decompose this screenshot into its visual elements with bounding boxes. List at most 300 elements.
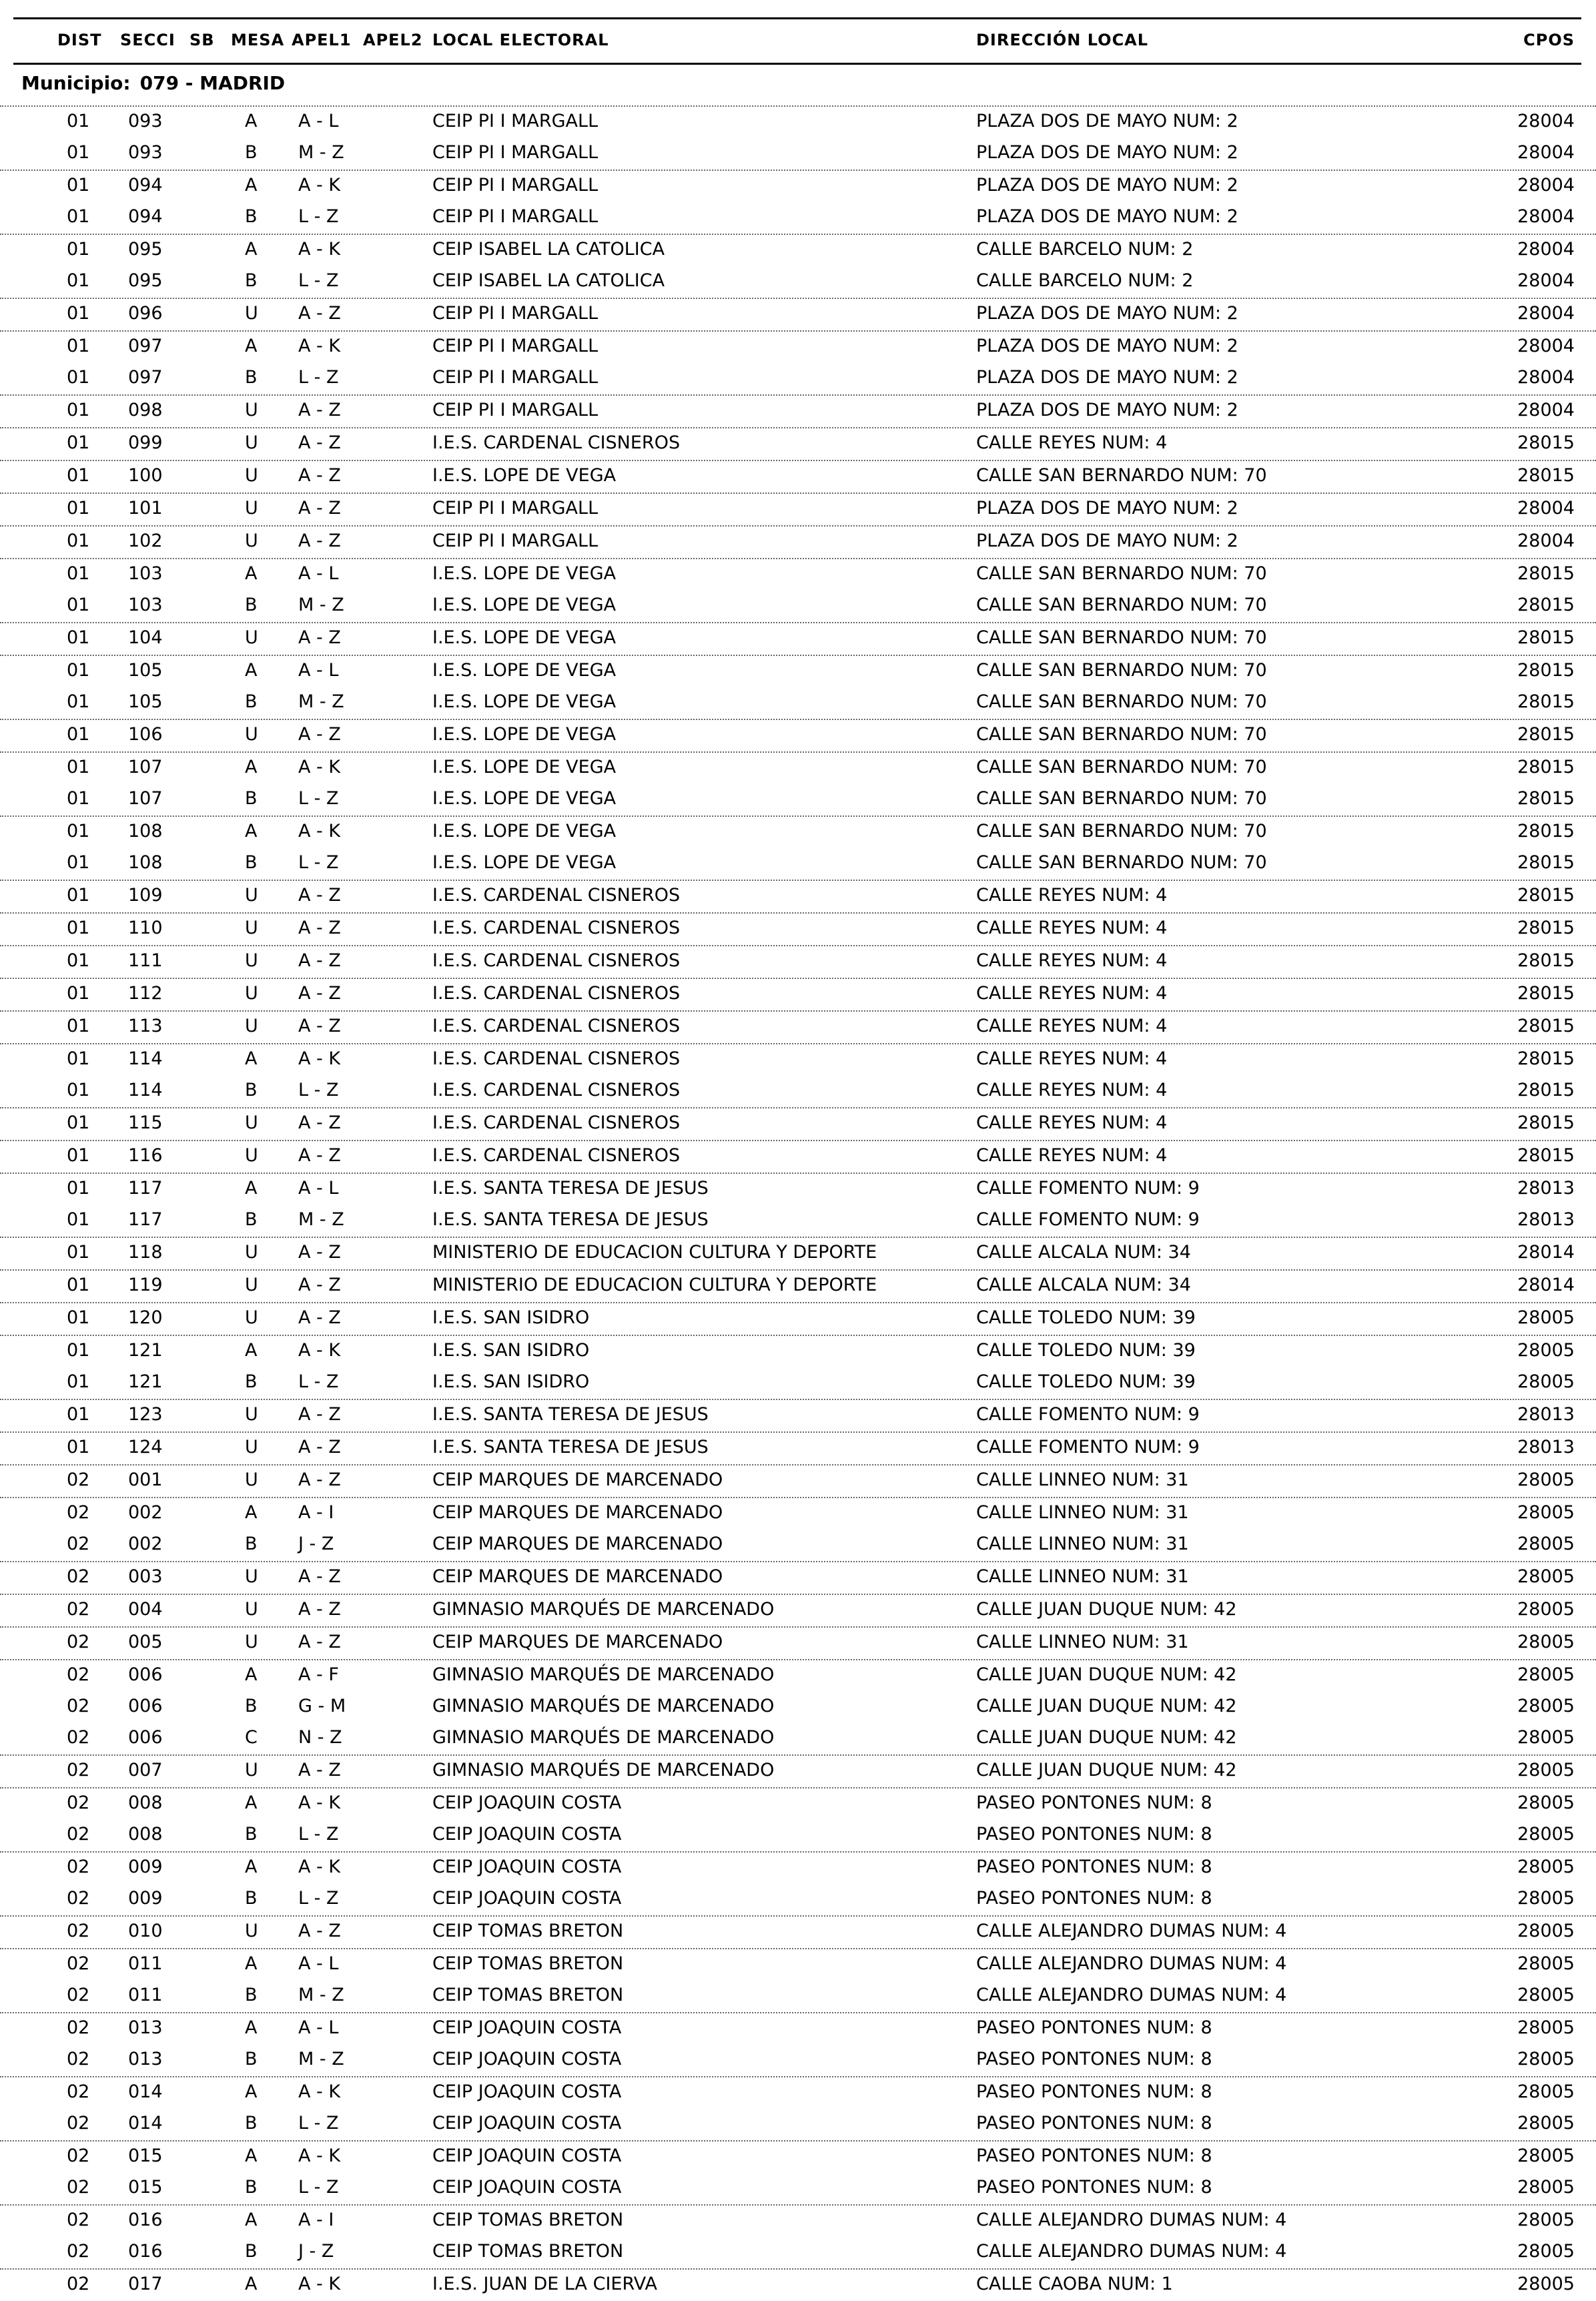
cell-dist: 02 (67, 1857, 90, 1877)
cell-direccion-local: PLAZA DOS DE MAYO NUM: 2 (976, 206, 1238, 227)
table-row (0, 1659, 1596, 1692)
table-row (0, 1205, 1596, 1237)
cell-local-electoral: I.E.S. SAN ISIDRO (432, 1307, 590, 1328)
cell-direccion-local: CALLE REYES NUM: 4 (976, 983, 1168, 1004)
cell-direccion-local: PASEO PONTONES NUM: 8 (976, 1888, 1212, 1909)
cell-dist: 02 (67, 1566, 90, 1587)
cell-apel1: A - Z (298, 1145, 341, 1166)
cell-local-electoral: I.E.S. SANTA TERESA DE JESUS (432, 1178, 709, 1199)
table-row (0, 1335, 1596, 1367)
cell-secci: 009 (128, 1888, 163, 1909)
cell-dist: 01 (67, 303, 90, 324)
cell-mesa: A (245, 2210, 258, 2230)
cell-apel1: A - Z (298, 1469, 341, 1490)
cell-cpos: 28015 (1517, 627, 1575, 648)
cell-mesa: U (245, 1632, 258, 1652)
cell-direccion-local: CALLE SAN BERNARDO NUM: 70 (976, 465, 1267, 486)
cell-mesa: U (245, 1275, 258, 1295)
cell-apel1: A - K (298, 2146, 341, 2166)
cell-local-electoral: GIMNASIO MARQUÉS DE MARCENADO (432, 1696, 775, 1716)
cell-apel1: A - Z (298, 432, 341, 453)
table-row (0, 234, 1596, 266)
cell-dist: 01 (67, 821, 90, 842)
cell-secci: 006 (128, 1664, 163, 1685)
table-row (0, 1269, 1596, 1302)
cell-mesa: A (245, 2017, 258, 2038)
table-row (0, 1787, 1596, 1820)
cell-mesa: A (245, 757, 258, 777)
cell-cpos: 28005 (1517, 1888, 1575, 1909)
cell-mesa: A (245, 563, 258, 584)
table-row (0, 2045, 1596, 2076)
cell-mesa: A (245, 2146, 258, 2166)
cell-mesa: U (245, 1760, 258, 1780)
cell-apel1: L - Z (298, 2113, 339, 2133)
cell-cpos: 28015 (1517, 950, 1575, 971)
cell-cpos: 28005 (1517, 1371, 1575, 1392)
cell-dist: 02 (67, 1921, 90, 1941)
cell-secci: 016 (128, 2210, 163, 2230)
cell-apel1: A - Z (298, 498, 341, 519)
cell-secci: 104 (128, 627, 163, 648)
cell-mesa: A (245, 2081, 258, 2102)
cell-direccion-local: CALLE REYES NUM: 4 (976, 1145, 1168, 1166)
cell-secci: 013 (128, 2049, 163, 2069)
cell-dist: 02 (67, 1534, 90, 1554)
cell-apel1: A - K (298, 1048, 341, 1069)
header-secci: SECCI (120, 31, 175, 49)
cell-dist: 02 (67, 2049, 90, 2069)
cell-cpos: 28005 (1517, 1953, 1575, 1974)
cell-direccion-local: CALLE REYES NUM: 4 (976, 1080, 1168, 1100)
cell-direccion-local: CALLE REYES NUM: 4 (976, 918, 1168, 938)
cell-dist: 01 (67, 983, 90, 1004)
cell-cpos: 28015 (1517, 724, 1575, 745)
cell-dist: 02 (67, 2113, 90, 2133)
cell-cpos: 28015 (1517, 788, 1575, 809)
table-row (0, 1626, 1596, 1659)
cell-local-electoral: CEIP ISABEL LA CATOLICA (432, 270, 665, 291)
cell-mesa: U (245, 432, 258, 453)
cell-local-electoral: CEIP TOMAS BRETON (432, 1953, 624, 1974)
cell-local-electoral: MINISTERIO DE EDUCACION CULTURA Y DEPORTE (432, 1242, 877, 1263)
cell-secci: 117 (128, 1178, 163, 1199)
cell-cpos: 28015 (1517, 983, 1575, 1004)
table-row (0, 2204, 1596, 2237)
cell-local-electoral: I.E.S. CARDENAL CISNEROS (432, 983, 681, 1004)
cell-direccion-local: CALLE FOMENTO NUM: 9 (976, 1209, 1200, 1230)
cell-apel1: A - Z (298, 983, 341, 1004)
table-row (0, 1723, 1596, 1754)
cell-mesa: A (245, 1048, 258, 1069)
table-row (0, 622, 1596, 655)
cell-direccion-local: CALLE SAN BERNARDO NUM: 70 (976, 627, 1267, 648)
cell-apel1: A - Z (298, 885, 341, 906)
cell-local-electoral: I.E.S. LOPE DE VEGA (432, 563, 617, 584)
cell-direccion-local: CALLE BARCELO NUM: 2 (976, 239, 1194, 260)
cell-dist: 01 (67, 498, 90, 519)
cell-dist: 02 (67, 1953, 90, 1974)
table-row (0, 1107, 1596, 1140)
cell-local-electoral: I.E.S. SANTA TERESA DE JESUS (432, 1404, 709, 1425)
header-cpos: CPOS (1523, 31, 1575, 49)
cell-local-electoral: CEIP PI I MARGALL (432, 498, 598, 519)
cell-direccion-local: CALLE ALCALA NUM: 34 (976, 1242, 1191, 1263)
cell-dist: 01 (67, 1145, 90, 1166)
cell-dist: 01 (67, 1404, 90, 1425)
cell-secci: 107 (128, 757, 163, 777)
cell-mesa: A (245, 1953, 258, 1974)
cell-direccion-local: CALLE CAOBA NUM: 1 (976, 2274, 1173, 2294)
cell-apel1: A - Z (298, 1112, 341, 1133)
cell-local-electoral: CEIP PI I MARGALL (432, 206, 598, 227)
table-row (0, 1948, 1596, 1981)
cell-dist: 02 (67, 2146, 90, 2166)
cell-local-electoral: GIMNASIO MARQUÉS DE MARCENADO (432, 1727, 775, 1748)
cell-local-electoral: I.E.S. CARDENAL CISNEROS (432, 1016, 681, 1036)
cell-dist: 01 (67, 1340, 90, 1361)
cell-cpos: 28014 (1517, 1242, 1575, 1263)
cell-secci: 119 (128, 1275, 163, 1295)
cell-mesa: B (245, 691, 258, 712)
cell-apel1: A - Z (298, 1307, 341, 1328)
cell-direccion-local: CALLE FOMENTO NUM: 9 (976, 1404, 1200, 1425)
cell-apel1: A - K (298, 757, 341, 777)
cell-cpos: 28004 (1517, 400, 1575, 420)
cell-apel1: M - Z (298, 595, 344, 615)
cell-direccion-local: CALLE ALCALA NUM: 34 (976, 1275, 1191, 1295)
cell-mesa: U (245, 1307, 258, 1328)
cell-apel1: M - Z (298, 691, 344, 712)
cell-direccion-local: PASEO PONTONES NUM: 8 (976, 2177, 1212, 2198)
table-row (0, 266, 1596, 298)
cell-dist: 02 (67, 1760, 90, 1780)
header-direccion: DIRECCIÓN LOCAL (976, 31, 1149, 49)
cell-dist: 01 (67, 531, 90, 551)
cell-cpos: 28005 (1517, 1566, 1575, 1587)
cell-apel1: L - Z (298, 1888, 339, 1909)
cell-direccion-local: CALLE FOMENTO NUM: 9 (976, 1178, 1200, 1199)
cell-dist: 02 (67, 1888, 90, 1909)
cell-mesa: A (245, 336, 258, 356)
cell-direccion-local: CALLE LINNEO NUM: 31 (976, 1566, 1189, 1587)
table-row (0, 105, 1596, 138)
cell-cpos: 28005 (1517, 1599, 1575, 1620)
cell-secci: 103 (128, 563, 163, 584)
cell-mesa: B (245, 367, 258, 388)
table-row (0, 492, 1596, 525)
cell-secci: 112 (128, 983, 163, 1004)
cell-cpos: 28015 (1517, 465, 1575, 486)
cell-secci: 099 (128, 432, 163, 453)
cell-dist: 01 (67, 595, 90, 615)
cell-local-electoral: CEIP TOMAS BRETON (432, 1921, 624, 1941)
cell-cpos: 28005 (1517, 1502, 1575, 1523)
cell-cpos: 28004 (1517, 336, 1575, 356)
cell-direccion-local: CALLE SAN BERNARDO NUM: 70 (976, 788, 1267, 809)
cell-mesa: A (245, 175, 258, 196)
cell-mesa: A (245, 1340, 258, 1361)
cell-local-electoral: GIMNASIO MARQUÉS DE MARCENADO (432, 1664, 775, 1685)
cell-direccion-local: PASEO PONTONES NUM: 8 (976, 2049, 1212, 2069)
cell-direccion-local: PLAZA DOS DE MAYO NUM: 2 (976, 175, 1238, 196)
cell-local-electoral: I.E.S. LOPE DE VEGA (432, 757, 617, 777)
cell-local-electoral: CEIP JOAQUIN COSTA (432, 2146, 622, 2166)
cell-secci: 094 (128, 175, 163, 196)
cell-apel1: A - Z (298, 400, 341, 420)
cell-local-electoral: CEIP JOAQUIN COSTA (432, 1824, 622, 1845)
cell-apel1: A - K (298, 1857, 341, 1877)
cell-dist: 01 (67, 660, 90, 681)
cell-direccion-local: CALLE FOMENTO NUM: 9 (976, 1437, 1200, 1457)
cell-dist: 02 (67, 1792, 90, 1813)
cell-secci: 005 (128, 1632, 163, 1652)
cell-mesa: U (245, 531, 258, 551)
cell-local-electoral: I.E.S. JUAN DE LA CIERVA (432, 2274, 657, 2294)
cell-apel1: J - Z (298, 1534, 334, 1554)
cell-direccion-local: CALLE REYES NUM: 4 (976, 885, 1168, 906)
cell-apel1: A - K (298, 821, 341, 842)
cell-local-electoral: CEIP PI I MARGALL (432, 142, 598, 163)
cell-secci: 103 (128, 595, 163, 615)
cell-mesa: A (245, 111, 258, 131)
cell-cpos: 28005 (1517, 1340, 1575, 1361)
cell-local-electoral: CEIP MARQUES DE MARCENADO (432, 1632, 723, 1652)
cell-cpos: 28013 (1517, 1178, 1575, 1199)
cell-local-electoral: CEIP TOMAS BRETON (432, 1985, 624, 2005)
cell-dist: 01 (67, 175, 90, 196)
cell-direccion-local: CALLE SAN BERNARDO NUM: 70 (976, 660, 1267, 681)
cell-direccion-local: CALLE SAN BERNARDO NUM: 70 (976, 852, 1267, 873)
cell-dist: 01 (67, 757, 90, 777)
cell-secci: 004 (128, 1599, 163, 1620)
cell-dist: 01 (67, 1275, 90, 1295)
cell-mesa: U (245, 1599, 258, 1620)
cell-mesa: B (245, 1534, 258, 1554)
cell-secci: 015 (128, 2146, 163, 2166)
cell-apel1: L - Z (298, 1824, 339, 1845)
municipio-value: 079 - MADRID (139, 72, 286, 94)
cell-local-electoral: I.E.S. SANTA TERESA DE JESUS (432, 1437, 709, 1457)
cell-cpos: 28004 (1517, 498, 1575, 519)
cell-apel1: N - Z (298, 1727, 342, 1748)
cell-direccion-local: CALLE ALEJANDRO DUMAS NUM: 4 (976, 2241, 1287, 2262)
cell-apel1: A - L (298, 660, 339, 681)
cell-apel1: A - L (298, 1178, 339, 1199)
cell-local-electoral: MINISTERIO DE EDUCACION CULTURA Y DEPORTE (432, 1275, 877, 1295)
cell-cpos: 28015 (1517, 595, 1575, 615)
cell-direccion-local: PLAZA DOS DE MAYO NUM: 2 (976, 367, 1238, 388)
cell-dist: 02 (67, 2081, 90, 2102)
cell-local-electoral: I.E.S. CARDENAL CISNEROS (432, 432, 681, 453)
cell-cpos: 28005 (1517, 1792, 1575, 1813)
table-row (0, 2237, 1596, 2268)
cell-local-electoral: I.E.S. SAN ISIDRO (432, 1340, 590, 1361)
cell-dist: 01 (67, 788, 90, 809)
cell-secci: 097 (128, 336, 163, 356)
cell-dist: 01 (67, 852, 90, 873)
cell-mesa: A (245, 2274, 258, 2294)
cell-apel1: A - I (298, 1502, 334, 1523)
table-header (0, 20, 1596, 63)
cell-secci: 113 (128, 1016, 163, 1036)
cell-direccion-local: CALLE ALEJANDRO DUMAS NUM: 4 (976, 1953, 1287, 1974)
municipio-heading (21, 72, 294, 94)
table-row (0, 330, 1596, 363)
cell-apel1: A - L (298, 563, 339, 584)
cell-mesa: A (245, 239, 258, 260)
cell-dist: 02 (67, 1502, 90, 1523)
cell-apel1: A - Z (298, 950, 341, 971)
cell-local-electoral: CEIP MARQUES DE MARCENADO (432, 1502, 723, 1523)
cell-secci: 010 (128, 1921, 163, 1941)
cell-direccion-local: CALLE JUAN DUQUE NUM: 42 (976, 1727, 1237, 1748)
cell-local-electoral: I.E.S. LOPE DE VEGA (432, 660, 617, 681)
cell-direccion-local: PASEO PONTONES NUM: 8 (976, 2146, 1212, 2166)
cell-cpos: 28005 (1517, 1824, 1575, 1845)
cell-local-electoral: CEIP PI I MARGALL (432, 400, 598, 420)
cell-mesa: A (245, 821, 258, 842)
cell-dist: 02 (67, 1696, 90, 1716)
cell-apel1: A - Z (298, 724, 341, 745)
cell-secci: 015 (128, 2177, 163, 2198)
cell-secci: 120 (128, 1307, 163, 1328)
cell-cpos: 28015 (1517, 691, 1575, 712)
cell-mesa: A (245, 1664, 258, 1685)
cell-direccion-local: PLAZA DOS DE MAYO NUM: 2 (976, 400, 1238, 420)
cell-secci: 101 (128, 498, 163, 519)
cell-local-electoral: CEIP PI I MARGALL (432, 367, 598, 388)
cell-mesa: B (245, 1985, 258, 2005)
cell-mesa: B (245, 595, 258, 615)
cell-local-electoral: CEIP PI I MARGALL (432, 303, 598, 324)
table-row (0, 784, 1596, 815)
table-row (0, 170, 1596, 202)
cell-direccion-local: CALLE JUAN DUQUE NUM: 42 (976, 1760, 1237, 1780)
cell-secci: 105 (128, 660, 163, 681)
table-row (0, 1076, 1596, 1107)
cell-secci: 006 (128, 1696, 163, 1716)
cell-apel1: A - K (298, 336, 341, 356)
table-row (0, 880, 1596, 912)
cell-cpos: 28004 (1517, 239, 1575, 260)
cell-mesa: U (245, 950, 258, 971)
cell-dist: 01 (67, 1307, 90, 1328)
cell-local-electoral: CEIP JOAQUIN COSTA (432, 2017, 622, 2038)
cell-dist: 01 (67, 1048, 90, 1069)
cell-cpos: 28005 (1517, 2146, 1575, 2166)
cell-cpos: 28004 (1517, 175, 1575, 196)
cell-secci: 095 (128, 270, 163, 291)
cell-direccion-local: CALLE TOLEDO NUM: 39 (976, 1340, 1196, 1361)
cell-mesa: U (245, 885, 258, 906)
cell-mesa: B (245, 206, 258, 227)
cell-mesa: A (245, 660, 258, 681)
cell-cpos: 28004 (1517, 270, 1575, 291)
table-row (0, 427, 1596, 460)
cell-mesa: B (245, 788, 258, 809)
cell-direccion-local: CALLE SAN BERNARDO NUM: 70 (976, 595, 1267, 615)
cell-secci: 013 (128, 2017, 163, 2038)
cell-secci: 124 (128, 1437, 163, 1457)
cell-cpos: 28005 (1517, 2049, 1575, 2069)
cell-apel1: A - L (298, 111, 339, 131)
cell-mesa: U (245, 724, 258, 745)
cell-mesa: B (245, 852, 258, 873)
cell-cpos: 28005 (1517, 2274, 1575, 2294)
cell-dist: 01 (67, 1437, 90, 1457)
cell-apel1: A - Z (298, 1599, 341, 1620)
cell-local-electoral: CEIP PI I MARGALL (432, 175, 598, 196)
cell-dist: 01 (67, 1112, 90, 1133)
cell-direccion-local: PLAZA DOS DE MAYO NUM: 2 (976, 498, 1238, 519)
table-row (0, 2012, 1596, 2045)
header-sb: SB (189, 31, 215, 49)
cell-cpos: 28005 (1517, 1857, 1575, 1877)
cell-apel1: L - Z (298, 2177, 339, 2198)
cell-secci: 110 (128, 918, 163, 938)
cell-direccion-local: CALLE ALEJANDRO DUMAS NUM: 4 (976, 2210, 1287, 2230)
cell-apel1: A - K (298, 1340, 341, 1361)
table-row (0, 460, 1596, 492)
cell-apel1: M - Z (298, 1209, 344, 1230)
cell-dist: 01 (67, 1016, 90, 1036)
cell-mesa: B (245, 1080, 258, 1100)
cell-secci: 115 (128, 1112, 163, 1133)
cell-mesa: A (245, 1857, 258, 1877)
cell-cpos: 28015 (1517, 821, 1575, 842)
header-rule (13, 63, 1581, 65)
cell-local-electoral: I.E.S. CARDENAL CISNEROS (432, 950, 681, 971)
cell-local-electoral: CEIP PI I MARGALL (432, 336, 598, 356)
cell-secci: 011 (128, 1985, 163, 2005)
cell-dist: 02 (67, 2210, 90, 2230)
cell-cpos: 28004 (1517, 206, 1575, 227)
cell-cpos: 28015 (1517, 757, 1575, 777)
cell-cpos: 28005 (1517, 2241, 1575, 2262)
cell-cpos: 28005 (1517, 2177, 1575, 2198)
cell-cpos: 28005 (1517, 1632, 1575, 1652)
cell-secci: 094 (128, 206, 163, 227)
cell-mesa: A (245, 1792, 258, 1813)
cell-local-electoral: I.E.S. LOPE DE VEGA (432, 465, 617, 486)
cell-secci: 093 (128, 142, 163, 163)
cell-mesa: U (245, 1469, 258, 1490)
cell-cpos: 28005 (1517, 1985, 1575, 2005)
table-row (0, 751, 1596, 784)
cell-apel1: A - Z (298, 1016, 341, 1036)
cell-direccion-local: CALLE SAN BERNARDO NUM: 70 (976, 563, 1267, 584)
cell-dist: 01 (67, 206, 90, 227)
cell-mesa: A (245, 1502, 258, 1523)
cell-local-electoral: CEIP JOAQUIN COSTA (432, 2177, 622, 2198)
table-row (0, 202, 1596, 234)
cell-direccion-local: CALLE BARCELO NUM: 2 (976, 270, 1194, 291)
cell-apel1: A - K (298, 175, 341, 196)
cell-cpos: 28015 (1517, 432, 1575, 453)
cell-direccion-local: PASEO PONTONES NUM: 8 (976, 2081, 1212, 2102)
cell-cpos: 28004 (1517, 531, 1575, 551)
cell-local-electoral: CEIP JOAQUIN COSTA (432, 2113, 622, 2133)
cell-direccion-local: CALLE SAN BERNARDO NUM: 70 (976, 757, 1267, 777)
cell-secci: 006 (128, 1727, 163, 1748)
cell-cpos: 28005 (1517, 1664, 1575, 1685)
table-row (0, 1981, 1596, 2012)
cell-secci: 095 (128, 239, 163, 260)
cell-secci: 114 (128, 1048, 163, 1069)
cell-secci: 093 (128, 111, 163, 131)
table-row (0, 687, 1596, 719)
